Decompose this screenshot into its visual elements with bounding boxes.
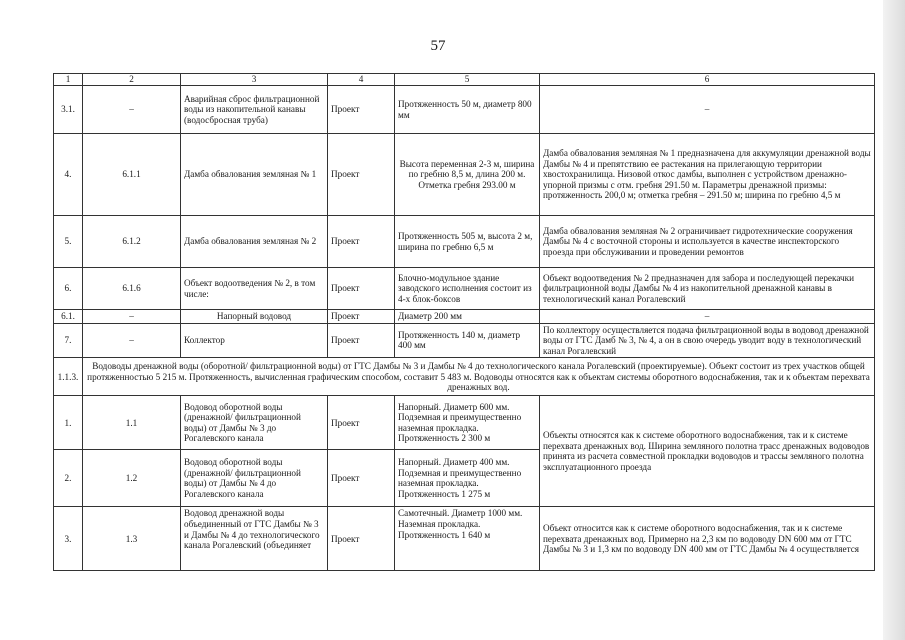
row-params: Диаметр 200 мм [395, 310, 540, 324]
row-code: 1.1 [83, 396, 181, 450]
row-note: Объект относится как к системе оборотного водоснабжения, так и к системе перехвата дренажных вод. Примерно на 2,3 км по водоводу DN 600 мм от ГТС Дамбы № 3 и 1,3 км по водоводу DN 400 мм от ГТС Дамбы № 4 осуществляется [540, 507, 875, 571]
header-cell: 1 [54, 74, 83, 86]
row-name: Дамба обвалования земляная № 2 [181, 216, 328, 268]
row-code: 1.3 [83, 507, 181, 571]
header-cell: 4 [328, 74, 395, 86]
table-row [54, 396, 875, 450]
row-note: – [540, 310, 875, 324]
page-edge-shadow [883, 0, 905, 640]
row-note: – [540, 86, 875, 134]
row-params: Напорный. Диаметр 600 мм. Подземная и преимущественно наземная прокладка. Протяженность 2 300 м [395, 396, 540, 450]
row-status: Проект [328, 310, 395, 324]
row-number: 2. [54, 450, 83, 507]
row-number: 4. [54, 134, 83, 216]
row-code: – [83, 86, 181, 134]
row-number: 3.1. [54, 86, 83, 134]
row-name: Напорный водовод [181, 310, 328, 324]
table-header-row [54, 74, 875, 86]
row-note: Объект водоотведения № 2 предназначен для забора и последующей перекачки фильтрационной воды Дамбы № 4 из накопительной дренажной канавы в технологический канал Рогалевский [540, 268, 875, 310]
row-number: 5. [54, 216, 83, 268]
row-number: 6.1. [54, 310, 83, 324]
header-cell: 3 [181, 74, 328, 86]
header-cell: 2 [83, 74, 181, 86]
row-code: – [83, 323, 181, 358]
row-code: 1.2 [83, 450, 181, 507]
table-row [54, 323, 875, 358]
row-status: Проект [328, 86, 395, 134]
section-row [54, 358, 875, 396]
table-row [54, 134, 875, 216]
row-note: Объекты относятся как к системе оборотного водоснабжения, так и к системе перехвата дренажных вод. Ширина земляного полотна трасс дренажных водоводов принята из расчета совместной прокладки водоводов и трассы земляного полотна эксплуатационного проезда [540, 396, 875, 507]
row-name: Объект водоотведения № 2, в том числе: [181, 268, 328, 310]
row-status: Проект [328, 216, 395, 268]
row-code: 6.1.1 [83, 134, 181, 216]
row-name: Водовод оборотной воды (дренажной/ фильтрационной воды) от Дамбы № 4 до Рогалевского канала [181, 450, 328, 507]
table-row [54, 268, 875, 310]
row-name: Аварийная сброс фильтрационной воды из накопительной канавы (водосбросная труба) [181, 86, 328, 134]
header-cell: 6 [540, 74, 875, 86]
row-status: Проект [328, 396, 395, 450]
row-params: Самотечный. Диаметр 1000 мм. Наземная прокладка. Протяженность 1 640 м [395, 507, 540, 571]
table-row [54, 216, 875, 268]
row-note: Дамба обвалования земляная № 1 предназначена для аккумуляции дренажной воды Дамбы № 4 и препятствию ее растекания на прилегающую территории хвостохранилища. Низовой откос дамбы, выполнен с устройством дренажно-упорной призмы с отм. гребня 291.50 м. Параметры дренажной призмы: протяженность 200,0 м; отметка гребня – 291.50 м; ширина по гребню 4,5 м [540, 134, 875, 216]
page-number: 57 [430, 38, 446, 54]
row-status: Проект [328, 268, 395, 310]
row-number: 1. [54, 396, 83, 450]
row-number: 3. [54, 507, 83, 571]
row-code: 6.1.6 [83, 268, 181, 310]
row-code: 6.1.2 [83, 216, 181, 268]
table-row [54, 86, 875, 134]
row-status: Проект [328, 134, 395, 216]
row-status: Проект [328, 507, 395, 571]
row-name: Водовод оборотной воды (дренажной/ фильтрационной воды) от Дамбы № 3 до Рогалевского канала [181, 396, 328, 450]
document-table [53, 73, 875, 571]
row-code: – [83, 310, 181, 324]
row-params: Протяженность 50 м, диаметр 800 мм [395, 86, 540, 134]
row-name: Водовод дренажной воды объединенный от ГТС Дамбы № 3 и Дамбы № 4 до технологического канала Рогалевский (объединяет [181, 507, 328, 571]
row-params: Протяженность 140 м, диаметр 400 мм [395, 323, 540, 358]
section-number: 1.1.3. [54, 358, 83, 396]
row-params: Блочно-модульное здание заводского исполнения состоит из 4-х блок-боксов [395, 268, 540, 310]
section-description: Водоводы дренажной воды (оборотной/ фильтрационной воды) от ГТС Дамбы № 3 и Дамбы № 4 до технологического канала Рогалевский (проектируемые). Объект состоит из трех участков общей протяженностью 5 215 м. Протяженность, вычисленная графическим способом, составит 5 483 м. Водоводы относятся как к объектам системы оборотного водоснабжения, так и к объектам перехвата дренажных вод. [83, 358, 875, 396]
row-status: Проект [328, 450, 395, 507]
table-row [54, 310, 875, 324]
row-status: Проект [328, 323, 395, 358]
row-name: Дамба обвалования земляная № 1 [181, 134, 328, 216]
row-params: Высота переменная 2-3 м, ширина по гребню 8,5 м, длина 200 м. Отметка гребня 293.00 м [395, 134, 540, 216]
row-params: Протяженность 505 м, высота 2 м, ширина по гребню 6,5 м [395, 216, 540, 268]
row-name: Коллектор [181, 323, 328, 358]
row-number: 6. [54, 268, 83, 310]
header-cell: 5 [395, 74, 540, 86]
row-note: Дамба обвалования земляная № 2 ограничивает гидротехнические сооружения Дамбы № 4 с восточной стороны и используется в качестве инспекторского проезда при обслуживании и проведении ремонтов [540, 216, 875, 268]
row-number: 7. [54, 323, 83, 358]
row-note: По коллектору осуществляется подача фильтрационной воды в водовод дренажной воды от ГТС Дамб № 3, № 4, а он в свою очередь уводит воду в технологический канал Рогалевский [540, 323, 875, 358]
table-row [54, 507, 875, 571]
row-params: Напорный. Диаметр 400 мм. Подземная и преимущественно наземная прокладка. Протяженность 1 275 м [395, 450, 540, 507]
